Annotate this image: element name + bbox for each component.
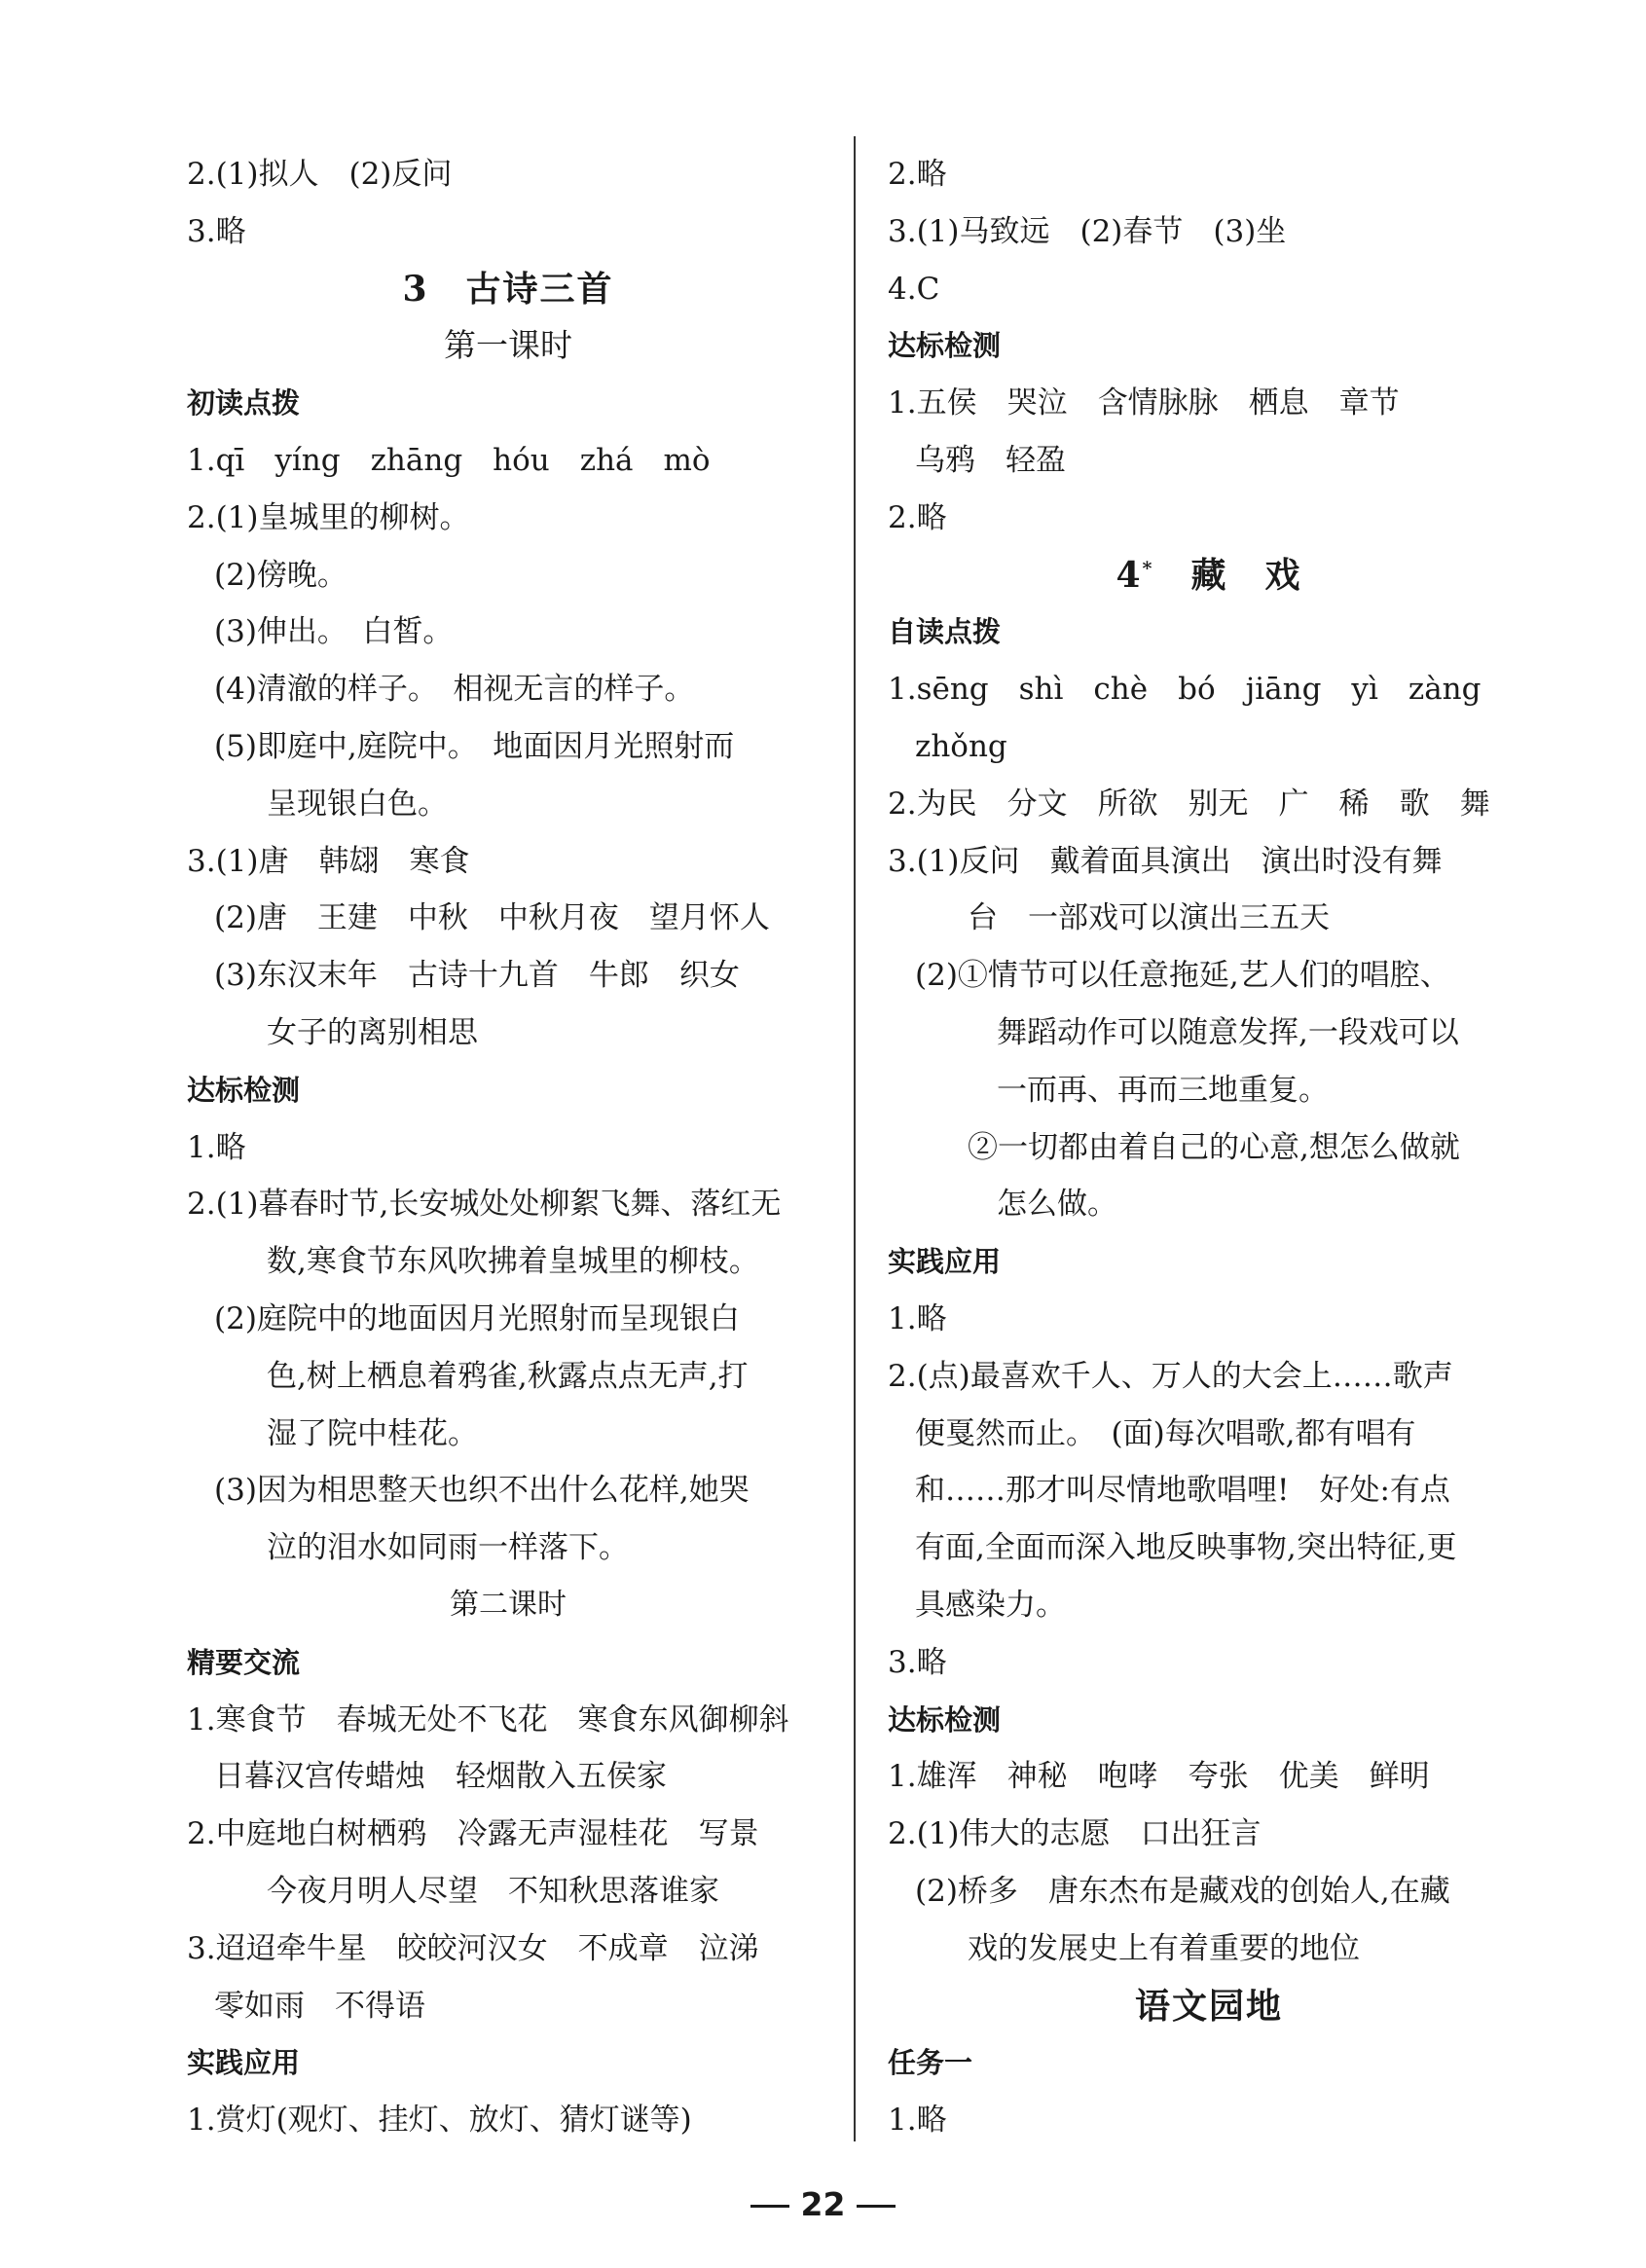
lesson-name: 藏 戏: [1190, 554, 1302, 596]
right-column: [888, 146, 1530, 2149]
answer-line: 具感染力。: [915, 1587, 1066, 1623]
answer-line: 色,树上栖息着鸦雀,秋露点点无声,打: [267, 1358, 749, 1394]
answer-line: 1.五侯 哭泣 含情脉脉 栖息 章节: [888, 385, 1400, 421]
answer-line: 怎么做。: [997, 1187, 1117, 1223]
section-heading: 自读点拨: [888, 615, 1002, 649]
lesson-title: 3 古诗三首: [402, 268, 614, 310]
answer-line: 女子的离别相思: [267, 1014, 478, 1050]
answer-line: (4)清澈的样子。 相视无言的样子。: [214, 672, 695, 708]
left-column: [187, 146, 829, 2149]
page-number: [0, 2185, 1646, 2223]
answer-line: 2.(1)拟人 (2)反问: [187, 157, 453, 192]
answer-line: 台 一部戏可以演出三五天: [968, 900, 1330, 936]
section-heading: 达标检测: [187, 1073, 301, 1107]
answer-line: 3.略: [888, 1644, 947, 1680]
answer-line: 湿了院中桂花。: [267, 1415, 478, 1451]
section-heading: 初读点拨: [187, 386, 301, 421]
lesson-period-title: 第一课时: [444, 326, 572, 365]
answer-line: 日暮汉宫传蜡烛 轻烟散入五侯家: [214, 1759, 667, 1795]
answer-line: 1.赏灯(观灯、挂灯、放灯、猜灯谜等): [187, 2103, 692, 2139]
column-divider: [854, 136, 856, 2141]
page-number-value: 22: [800, 2185, 846, 2223]
answer-line: (5)即庭中,庭院中。 地面因月光照射而: [214, 728, 735, 764]
answer-line: 2.中庭地白树栖鸦 冷露无声湿桂花 写景: [187, 1816, 759, 1852]
answer-line: 呈现银白色。: [267, 786, 448, 822]
answer-line: 1.寒食节 春城无处不飞花 寒食东风御柳斜: [187, 1701, 789, 1738]
page-number-dash-left: [750, 2205, 789, 2208]
optional-lesson-mark: *: [1142, 557, 1154, 579]
answer-line: 便戛然而止。 (面)每次唱歌,都有唱有: [915, 1415, 1416, 1451]
answer-line: 有面,全面而深入地反映事物,突出特征,更: [915, 1530, 1457, 1566]
answer-line: 3.迢迢牵牛星 皎皎河汉女 不成章 泣涕: [187, 1930, 759, 1966]
answer-line: 3.(1)唐 韩翃 寒食: [187, 843, 470, 879]
answer-line: 今夜月明人尽望 不知秋思落谁家: [267, 1873, 719, 1909]
answer-line: ②一切都由着自己的心意,想怎么做就: [968, 1129, 1460, 1165]
answer-line: 2.为民 分文 所欲 别无 广 稀 歌 舞: [888, 786, 1490, 822]
section-heading: 实践应用: [888, 1245, 1002, 1279]
lesson-period-title: 第二课时: [450, 1587, 567, 1622]
answer-line: 戏的发展史上有着重要的地位: [968, 1930, 1360, 1966]
answer-line: 2.略: [888, 157, 947, 192]
section-heading: 达标检测: [888, 329, 1002, 363]
answer-line: 2.(点)最喜欢千人、万人的大会上……歌声: [888, 1358, 1453, 1394]
answer-line: 泣的泪水如同雨一样落下。: [267, 1530, 629, 1566]
answer-line: (3)东汉末年 古诗十九首 牛郎 织女: [214, 958, 740, 994]
page-number-dash-right: [857, 2205, 896, 2208]
answer-line: 一而再、再而三地重复。: [997, 1072, 1329, 1108]
answer-line: 1.雄浑 神秘 咆哮 夸张 优美 鲜明: [888, 1759, 1430, 1795]
answer-line: (2)①情节可以任意拖延,艺人们的唱腔、: [915, 958, 1450, 994]
answer-line: zhǒng: [915, 728, 1007, 764]
answer-line: (2)庭院中的地面因月光照射而呈现银白: [214, 1300, 740, 1336]
answer-line: 4.C: [888, 271, 940, 307]
answer-line: (3)伸出。 白皙。: [214, 614, 454, 650]
answer-line: 3.略: [187, 213, 246, 249]
answer-line: 乌鸦 轻盈: [915, 442, 1066, 478]
answer-line: 3.(1)马致远 (2)春节 (3)坐: [888, 213, 1287, 249]
answer-line: (3)因为相思整天也织不出什么花样,她哭: [214, 1473, 750, 1509]
answer-line: 1.sēng shì chè bó jiāng yì zàng: [888, 672, 1481, 708]
lesson-number: 4: [1116, 554, 1143, 596]
answer-line: 2.(1)皇城里的柳树。: [187, 499, 470, 535]
section-heading: 实践应用: [187, 2046, 301, 2080]
section-heading: 任务一: [888, 2046, 973, 2080]
answer-line: 1.略: [888, 1300, 947, 1336]
answer-line: 1.qī yíng zhāng hóu zhá mò: [187, 442, 711, 478]
unit-garden-title: 语文园地: [1134, 1985, 1283, 2027]
answer-line: 1.略: [888, 2103, 947, 2139]
section-heading: 达标检测: [888, 1702, 1002, 1737]
answer-line: 1.略: [187, 1129, 246, 1165]
answer-line: (2)桥多 唐东杰布是藏戏的创始人,在藏: [915, 1873, 1450, 1909]
lesson-title: [888, 547, 1530, 604]
answer-line: 舞蹈动作可以随意发挥,一段戏可以: [997, 1014, 1459, 1050]
answer-line: (2)傍晚。: [214, 557, 347, 593]
answer-line: 零如雨 不得语: [214, 1988, 425, 2024]
answer-line: 2.(1)伟大的志愿 口出狂言: [888, 1816, 1262, 1852]
answer-line: (2)唐 王建 中秋 中秋月夜 望月怀人: [214, 900, 770, 936]
section-heading: 精要交流: [187, 1645, 301, 1679]
answer-line: 数,寒食节东风吹拂着皇城里的柳枝。: [267, 1244, 759, 1280]
answer-line: 和……那才叫尽情地歌唱哩! 好处:有点: [915, 1473, 1450, 1509]
answer-line: 2.略: [888, 499, 947, 535]
answer-line: 3.(1)反问 戴着面具演出 演出时没有舞: [888, 843, 1443, 879]
answer-line: 2.(1)暮春时节,长安城处处柳絮飞舞、落红无: [187, 1187, 782, 1223]
